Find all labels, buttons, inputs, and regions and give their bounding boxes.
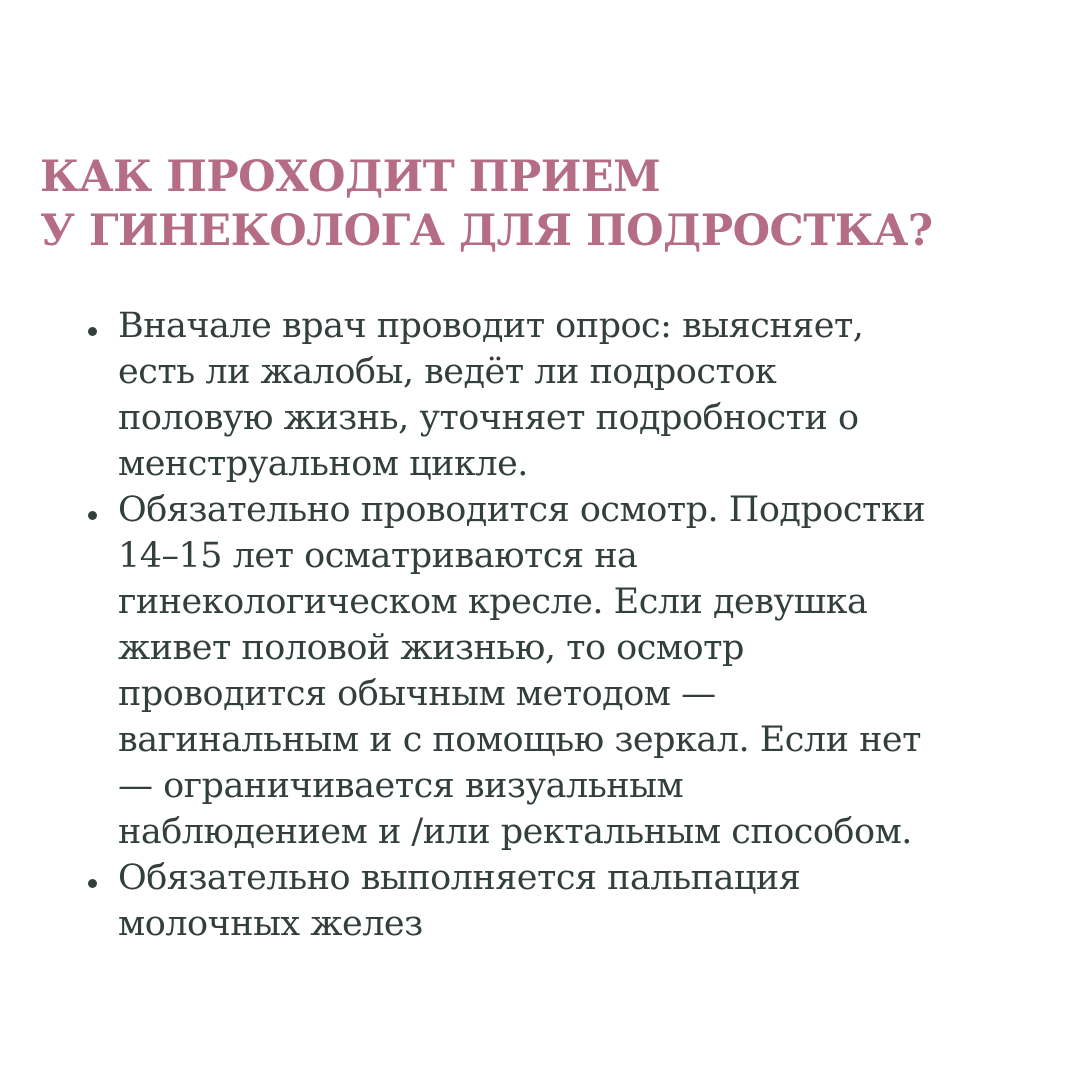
bullet-text-3: [118, 855, 1056, 947]
bullet-dot-icon: [86, 303, 118, 349]
title-line-2: У ГИНЕКОЛОГА ДЛЯ ПОДРОСТКА?: [40, 206, 933, 256]
bullet-list: [86, 303, 1056, 947]
bullet-1-line-2: есть ли жалобы, ведёт ли подросток: [118, 352, 777, 392]
bullet-2-line-5: проводится обычным методом —: [118, 674, 716, 714]
bullet-1-line-1: Вначале врач проводит опрос: выясняет,: [118, 306, 864, 346]
bullet-2-line-1: Обязательно проводится осмотр. Подростки: [118, 490, 926, 530]
bullet-3-line-1: Обязательно выполняется пальпация: [118, 858, 801, 898]
bullet-2-line-7: — ограничивается визуальным: [118, 766, 684, 806]
bullet-dot-icon: [86, 487, 118, 533]
bullet-item-3: [86, 855, 1056, 947]
bullet-2-line-3: гинекологическом кресле. Если девушка: [118, 582, 868, 622]
bullet-1-line-4: менструальном цикле.: [118, 444, 528, 484]
bullet-text-2: [118, 487, 1056, 855]
page-title: [40, 150, 1040, 258]
bullet-text-1: [118, 303, 1056, 487]
bullet-item-1: [86, 303, 1056, 487]
bullet-2-line-8: наблюдением и /или ректальным способом.: [118, 812, 912, 852]
bullet-item-2: [86, 487, 1056, 855]
bullet-2-line-2: 14–15 лет осматриваются на: [118, 536, 638, 576]
bullet-2-line-6: вагинальным и с помощью зеркал. Если нет: [118, 720, 921, 760]
title-line-1: КАК ПРОХОДИТ ПРИЕМ: [40, 152, 661, 202]
bullet-2-line-4: живет половой жизнью, то осмотр: [118, 628, 744, 668]
bullet-1-line-3: половую жизнь, уточняет подробности о: [118, 398, 859, 438]
bullet-3-line-2: молочных желез: [118, 904, 423, 944]
bullet-dot-icon: [86, 855, 118, 901]
